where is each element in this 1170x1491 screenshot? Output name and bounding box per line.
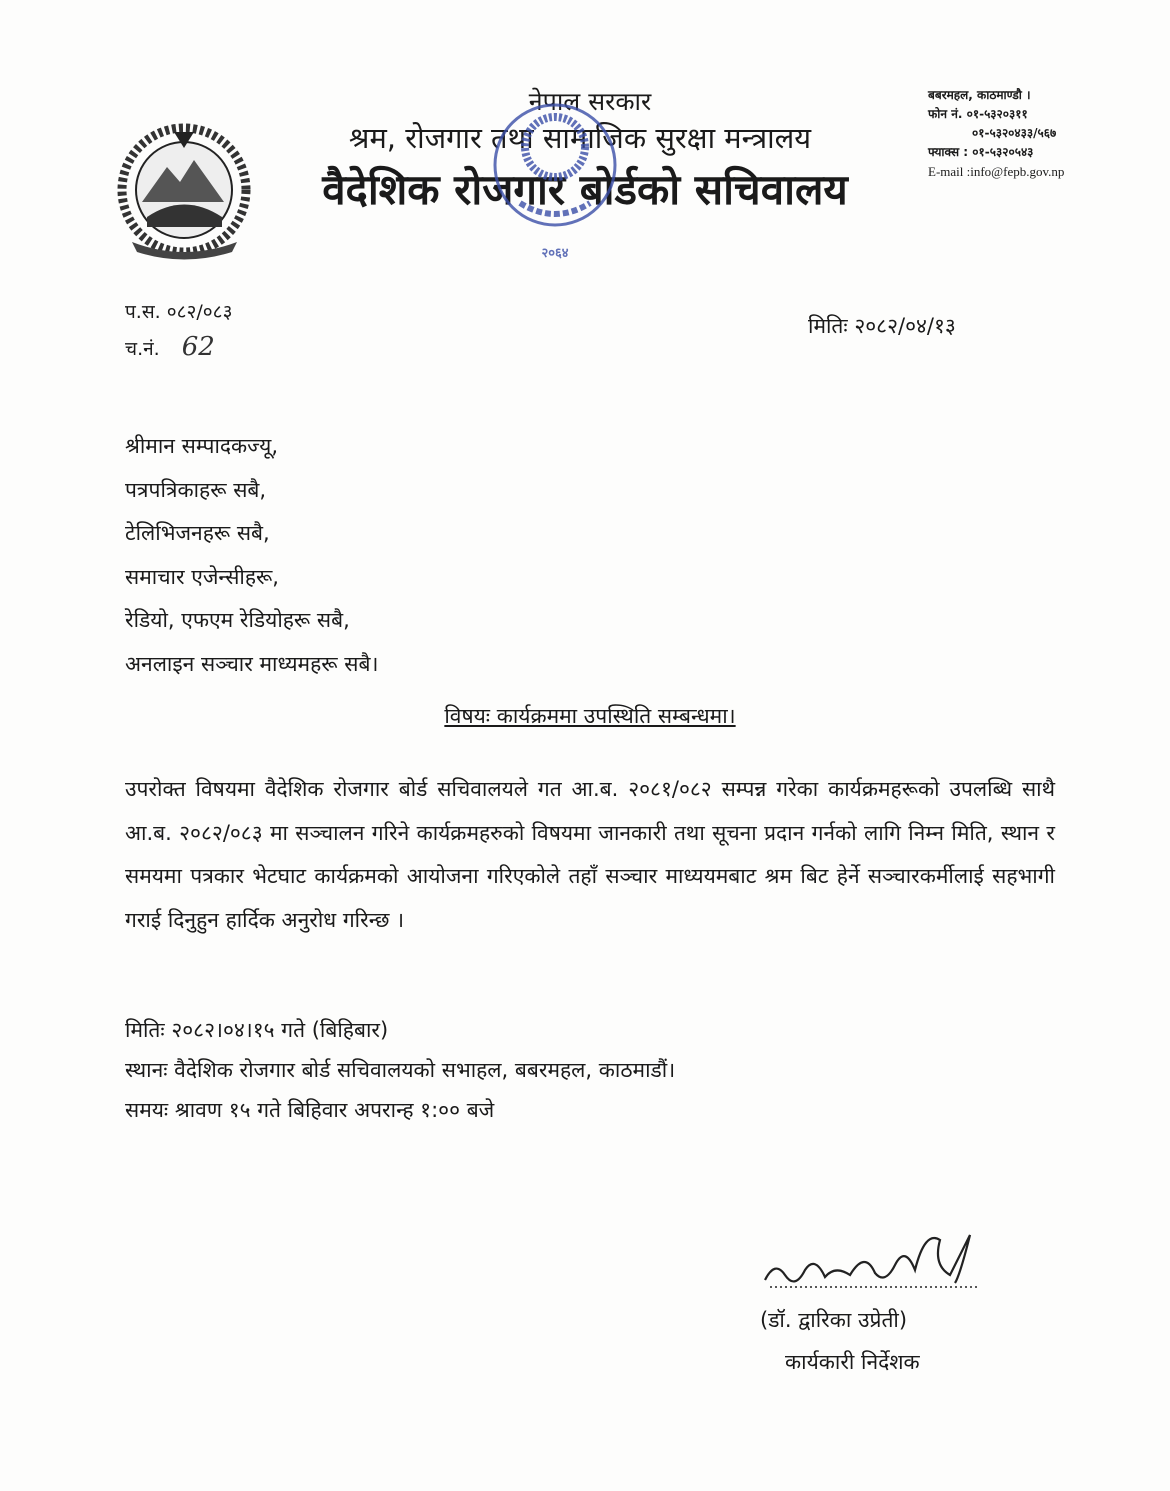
stamp-year: २०६४ [541, 246, 569, 261]
ministry-title: श्रम, रोजगार तथा सामाजिक सुरक्षा मन्त्रालय [348, 121, 812, 155]
email: E-mail :info@fepb.gov.np [928, 164, 1065, 179]
addressee: समाचार एजेन्सीहरू, [125, 564, 279, 589]
event-date: मितिः २०८२।०४।१५ गते (बिहिबार) [125, 1018, 389, 1042]
signatory-title: कार्यकारी निर्देशक [785, 1350, 920, 1374]
ps-value: ०८२/०८३ [166, 301, 233, 323]
nepal-emblem [112, 122, 257, 266]
subject-line: विषयः कार्यक्रममा उपस्थिति सम्बन्धमा। [444, 704, 736, 728]
event-venue: स्थानः वैदेशिक रोजगार बोर्ड सचिवालयको सभाहल, बबरमहल, काठमाडौं। [125, 1058, 676, 1082]
fax: ०१-५३२०५४३ [972, 145, 1034, 159]
letter-date: मितिः २०८२/०४/१३ [808, 314, 956, 338]
office-stamp [480, 85, 630, 269]
phone-2: ०१-५३२०४३३/५६७ [972, 126, 1057, 140]
addressee: पत्रपत्रिकाहरू सबै, [125, 477, 267, 502]
addressee: श्रीमान सम्पादकज्यू, [125, 434, 279, 458]
addressee: रेडियो, एफएम रेडियोहरू सबै, [125, 608, 350, 632]
reference-cn [125, 332, 215, 362]
cn-label: च.नं. [125, 338, 160, 360]
address: बबरमहल, काठमाण्डौ । [928, 88, 1031, 102]
signatory-name: (डॉ. द्वारिका उप्रेती) [760, 1308, 908, 1332]
ps-label: प.स. [125, 301, 161, 323]
government-title: नेपाल सरकार [528, 87, 652, 116]
cn-value: 62 [181, 332, 215, 362]
addressee-list [125, 425, 378, 686]
signature [755, 1225, 995, 1305]
event-details [125, 1010, 675, 1130]
addressee: अनलाइन सञ्चार माध्यमहरू सबै। [125, 651, 379, 676]
fax-label: फ्याक्स : [928, 145, 969, 159]
body-paragraph: उपरोक्त विषयमा वैदेशिक रोजगार बोर्ड सचिवालयले गत आ.ब. २०८१/०८२ सम्पन्न गरेका कार्यक्रमहरूको उपलब्धि साथै आ.ब. २०८२/०८३ मा सञ्चालन गरिने कार्यक्रमहरुको विषयमा जानकारी तथा सूचना प्रदान गर्नको लागि निम्न मिति, स्थान र समयमा पत्रकार भेटघाट कार्यक्रमको आयोजना गरिएकोले तहाँ सञ्चार माध्ययमबाट श्रम बिट हेर्ने सञ्चारकर्मीलाई सहभागी गराई दिनुहुन हार्दिक अनुरोध गरिन्छ । [125, 777, 1055, 932]
office-title: वैदेशिक रोजगार बोर्डको सचिवालय [322, 165, 848, 214]
contact-block [928, 86, 1064, 181]
addressee: टेलिभिजनहरू सबै, [125, 521, 270, 545]
event-time: समयः श्रावण १५ गते बिहिवार अपरान्ह १:०० बजे [125, 1098, 495, 1122]
phone-1: ०१-५३२०३११ [966, 107, 1028, 121]
phone-label: फोन नं. [928, 107, 963, 121]
reference-ps [125, 298, 232, 324]
